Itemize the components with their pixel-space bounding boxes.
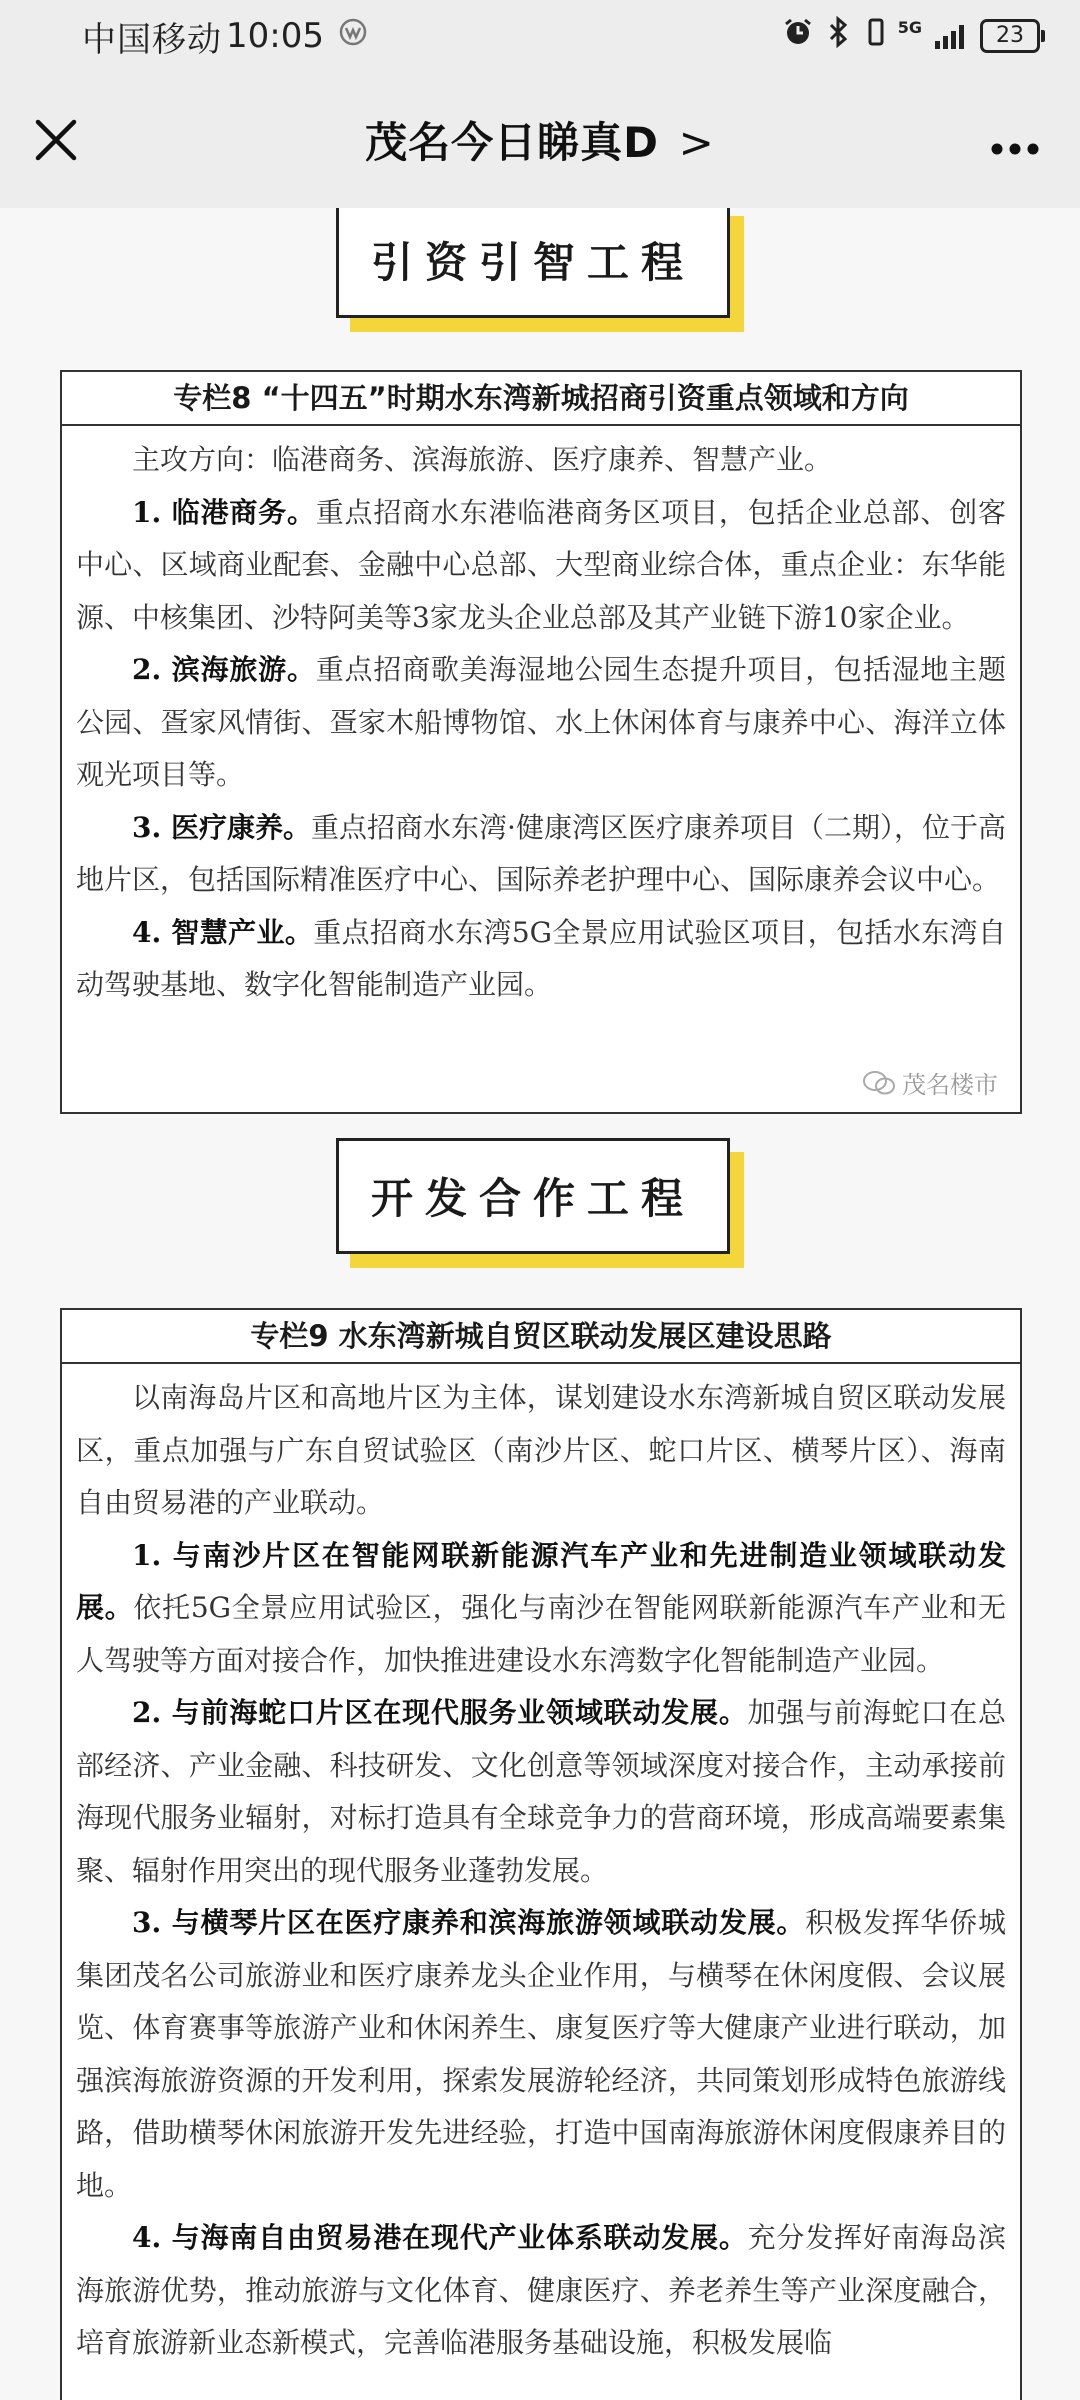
wechat-icon: [862, 1070, 896, 1096]
weather-icon: [338, 17, 368, 55]
article-image: [0, 208, 1080, 2400]
panel-title: 专栏8 “十四五”时期水东湾新城招商引资重点领域和方向: [62, 372, 1020, 426]
vibrate-icon: [864, 16, 888, 56]
list-item: [76, 1897, 1006, 2212]
item-lead: 1. 临港商务。: [132, 495, 316, 529]
item-lead: 3. 与横琴片区在医疗康养和滨海旅游领域联动发展。: [132, 1906, 806, 1939]
alarm-icon: [782, 16, 814, 56]
item-text: 积极发挥华侨城集团茂名公司旅游业和医疗康养龙头企业作用，与横琴在休闲度假、会议展览、体育赛事等旅游产业和休闲养生、康复医疗等大健康产业进行联动，加强滨海旅游资源的开发利用，探索发展游轮经济，共同策划形成特色旅游线路，借助横琴休闲旅游开发先进经验，打造中国南海旅游休闲度假康养目的地。: [76, 1906, 1006, 2202]
item-lead: 4. 与海南自由贸易港在现代产业体系联动发展。: [132, 2221, 748, 2254]
column-panel-9: [60, 1308, 1022, 2400]
item-text: 重点招商歌美海湿地公园生态提升项目，包括湿地主题公园、疍家风情街、疍家木船博物馆、水上休闲体育与康养中心、海洋立体观光项目等。: [76, 653, 1006, 791]
item-text: 重点招商水东湾5G全景应用试验区项目，包括水东湾自动驾驶基地、数字化智能制造产业园。: [76, 915, 1007, 1001]
list-item: [76, 1687, 1006, 1897]
item-text: 重点招商水东港临港商务区项目，包括企业总部、创客中心、区域商业配套、金融中心总部、大型商业综合体，重点企业：东华能源、中核集团、沙特阿美等3家龙头企业总部及其产业链下游10家企业。: [76, 495, 1006, 634]
account-name: 茂名今日睇真D: [365, 118, 660, 167]
item-text: 充分发挥好南海岛滨海旅游优势，推动旅游与文化体育、健康医疗、养老养生等产业深度融合，培育旅游新业态新模式，完善临港服务基础设施，积极发展临: [76, 2221, 1006, 2359]
network-label: 5G: [897, 18, 922, 37]
battery-icon: [980, 19, 1040, 53]
nav-bar: [0, 72, 1080, 208]
list-item: [76, 644, 1006, 802]
watermark: [862, 1065, 998, 1100]
list-item: [76, 2212, 1006, 2370]
item-lead: 1. 与南沙片区在智能网联新能源汽车产业和先进制造业领域联动发展。: [76, 1538, 1006, 1624]
item-text: 重点招商水东湾·健康湾区医疗康养项目（二期），位于高地片区，包括国际精准医疗中心、国际养老护理中心、国际康养会议中心。: [76, 810, 1007, 896]
carrier-name: 中国移动: [82, 19, 222, 60]
panel-body: [62, 426, 1020, 1016]
list-item: [76, 802, 1006, 907]
watermark-text: 茂名楼市: [902, 1071, 998, 1099]
clock: 10:05: [226, 16, 324, 56]
list-item: [76, 907, 1006, 1012]
account-title[interactable]: [365, 110, 715, 170]
item-text: 依托5G全景应用试验区，强化与南沙在智能网联新能源汽车产业和无人驾驶等方面对接合作，加快推进建设水东湾数字化智能制造产业园。: [76, 1591, 1006, 1677]
item-lead: 3. 医疗康养。: [132, 810, 312, 844]
item-text: 加强与前海蛇口在总部经济、产业金融、科技研发、文化创意等领域深度对接合作，主动承接前海现代服务业辐射，对标打造具有全球竞争力的营商环境，形成高端要素集聚、辐射作用突出的现代服务业蓬勃发展。: [76, 1696, 1006, 1887]
item-lead: 2. 与前海蛇口片区在现代服务业领域联动发展。: [132, 1696, 748, 1729]
item-lead: 4. 智慧产业。: [132, 915, 314, 949]
section-heading: 引资引智工程: [336, 208, 730, 318]
panel-body: [62, 1364, 1020, 2374]
status-bar: [0, 0, 1080, 72]
item-lead: 2. 滨海旅游。: [132, 653, 316, 686]
list-item: [76, 1530, 1006, 1688]
signal-icon: [932, 23, 964, 49]
panel-intro: 以南海岛片区和高地片区为主体，谋划建设水东湾新城自贸区联动发展区，重点加强与广东自贸试验区（南沙片区、蛇口片区、横琴片区）、海南自由贸易港的产业联动。: [76, 1381, 1006, 1519]
chevron-right-icon: >: [678, 118, 715, 167]
battery-level: 23: [996, 23, 1024, 48]
panel-title: 专栏9 水东湾新城自贸区联动发展区建设思路: [62, 1310, 1020, 1364]
bluetooth-icon: [828, 16, 850, 56]
list-item: [76, 487, 1006, 645]
close-icon[interactable]: [30, 114, 82, 166]
panel-intro: 主攻方向：临港商务、滨海旅游、医疗康养、智慧产业。: [132, 443, 833, 476]
more-options-icon[interactable]: [990, 120, 1040, 160]
column-panel-8: [60, 370, 1022, 1114]
section-heading: 开发合作工程: [336, 1138, 730, 1254]
